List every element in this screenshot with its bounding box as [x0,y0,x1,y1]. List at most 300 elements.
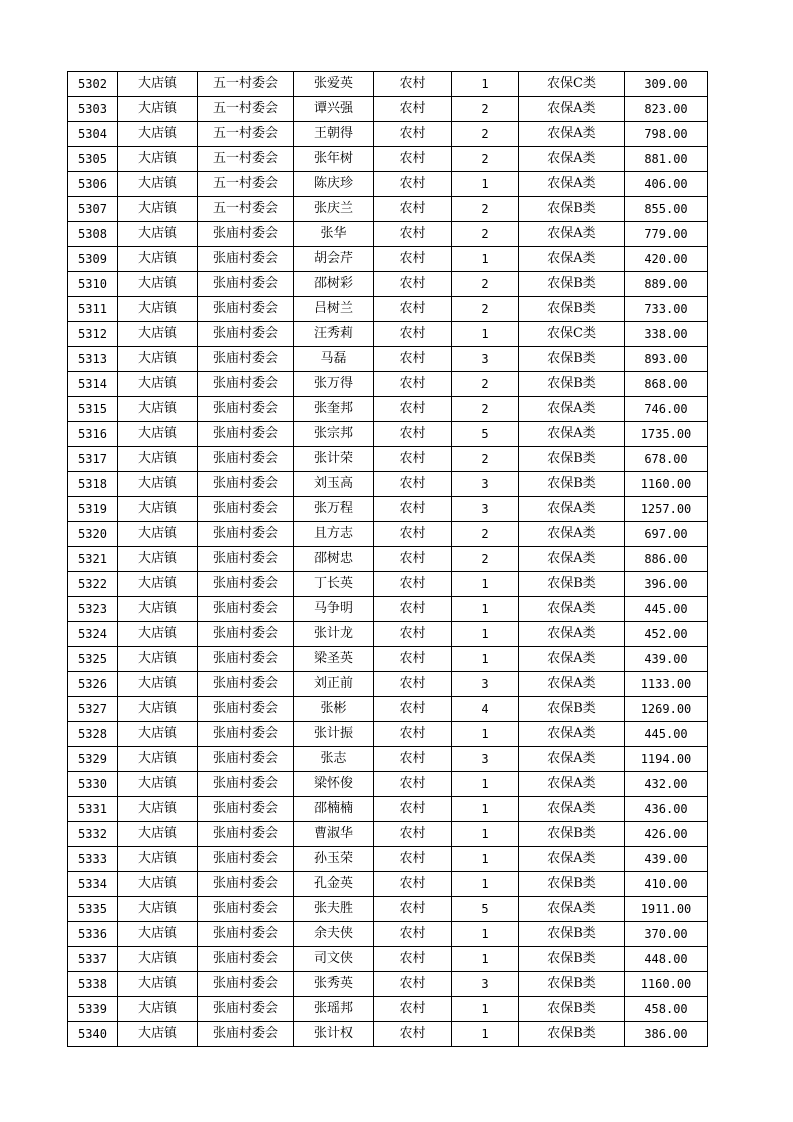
village-committee-cell: 张庙村委会 [198,947,294,972]
town-cell: 大店镇 [118,822,198,847]
name-cell: 张年树 [294,147,374,172]
insurance-category-cell: 农保B类 [519,472,625,497]
area-type-cell: 农村 [374,247,452,272]
insurance-category-cell: 农保B类 [519,822,625,847]
household-count-cell: 1 [452,872,519,897]
household-count-cell: 3 [452,972,519,997]
amount-cell: 1160.00 [625,972,708,997]
data-table [67,71,708,1047]
area-type-cell: 农村 [374,172,452,197]
town-cell: 大店镇 [118,322,198,347]
area-type-cell: 农村 [374,897,452,922]
amount-cell: 445.00 [625,597,708,622]
name-cell: 张奎邦 [294,397,374,422]
village-committee-cell: 五一村委会 [198,97,294,122]
town-cell: 大店镇 [118,522,198,547]
household-count-cell: 2 [452,222,519,247]
name-cell: 张计权 [294,1022,374,1047]
household-count-cell: 1 [452,72,519,97]
area-type-cell: 农村 [374,822,452,847]
name-cell: 孙玉荣 [294,847,374,872]
household-count-cell: 3 [452,472,519,497]
insurance-category-cell: 农保A类 [519,172,625,197]
insurance-category-cell: 农保B类 [519,872,625,897]
village-committee-cell: 五一村委会 [198,122,294,147]
household-count-cell: 2 [452,297,519,322]
village-committee-cell: 张庙村委会 [198,772,294,797]
town-cell: 大店镇 [118,447,198,472]
record-id-cell: 5311 [68,297,118,322]
insurance-category-cell: 农保A类 [519,122,625,147]
insurance-category-cell: 农保A类 [519,547,625,572]
insurance-category-cell: 农保B类 [519,272,625,297]
name-cell: 张彬 [294,697,374,722]
table-row [68,222,708,247]
village-committee-cell: 五一村委会 [198,172,294,197]
record-id-cell: 5312 [68,322,118,347]
household-count-cell: 3 [452,497,519,522]
insurance-category-cell: 农保A类 [519,397,625,422]
village-committee-cell: 张庙村委会 [198,372,294,397]
amount-cell: 697.00 [625,522,708,547]
amount-cell: 439.00 [625,647,708,672]
record-id-cell: 5310 [68,272,118,297]
record-id-cell: 5325 [68,647,118,672]
insurance-category-cell: 农保A类 [519,222,625,247]
town-cell: 大店镇 [118,197,198,222]
record-id-cell: 5313 [68,347,118,372]
insurance-category-cell: 农保A类 [519,522,625,547]
household-count-cell: 2 [452,522,519,547]
village-committee-cell: 张庙村委会 [198,322,294,347]
household-count-cell: 1 [452,922,519,947]
record-id-cell: 5339 [68,997,118,1022]
table-row [68,722,708,747]
record-id-cell: 5320 [68,522,118,547]
amount-cell: 420.00 [625,247,708,272]
area-type-cell: 农村 [374,947,452,972]
area-type-cell: 农村 [374,647,452,672]
town-cell: 大店镇 [118,847,198,872]
name-cell: 张宗邦 [294,422,374,447]
household-count-cell: 3 [452,347,519,372]
village-committee-cell: 五一村委会 [198,147,294,172]
insurance-category-cell: 农保A类 [519,772,625,797]
village-committee-cell: 张庙村委会 [198,272,294,297]
village-committee-cell: 张庙村委会 [198,222,294,247]
household-count-cell: 1 [452,322,519,347]
insurance-category-cell: 农保B类 [519,372,625,397]
town-cell: 大店镇 [118,797,198,822]
amount-cell: 1735.00 [625,422,708,447]
amount-cell: 386.00 [625,1022,708,1047]
amount-cell: 338.00 [625,322,708,347]
insurance-category-cell: 农保A类 [519,247,625,272]
record-id-cell: 5326 [68,672,118,697]
name-cell: 邵树彩 [294,272,374,297]
table-row [68,347,708,372]
household-count-cell: 1 [452,572,519,597]
area-type-cell: 农村 [374,847,452,872]
record-id-cell: 5332 [68,822,118,847]
village-committee-cell: 张庙村委会 [198,797,294,822]
amount-cell: 855.00 [625,197,708,222]
table-row [68,522,708,547]
table-row [68,397,708,422]
area-type-cell: 农村 [374,922,452,947]
name-cell: 张夫胜 [294,897,374,922]
amount-cell: 370.00 [625,922,708,947]
town-cell: 大店镇 [118,172,198,197]
name-cell: 吕树兰 [294,297,374,322]
amount-cell: 1133.00 [625,672,708,697]
amount-cell: 746.00 [625,397,708,422]
area-type-cell: 农村 [374,222,452,247]
record-id-cell: 5307 [68,197,118,222]
record-id-cell: 5324 [68,622,118,647]
area-type-cell: 农村 [374,872,452,897]
town-cell: 大店镇 [118,947,198,972]
amount-cell: 886.00 [625,547,708,572]
amount-cell: 439.00 [625,847,708,872]
insurance-category-cell: 农保B类 [519,297,625,322]
household-count-cell: 2 [452,547,519,572]
name-cell: 张秀英 [294,972,374,997]
amount-cell: 733.00 [625,297,708,322]
table-row [68,572,708,597]
insurance-category-cell: 农保B类 [519,1022,625,1047]
name-cell: 张爱英 [294,72,374,97]
name-cell: 刘玉高 [294,472,374,497]
town-cell: 大店镇 [118,347,198,372]
village-committee-cell: 张庙村委会 [198,997,294,1022]
table-row [68,747,708,772]
record-id-cell: 5316 [68,422,118,447]
household-count-cell: 3 [452,672,519,697]
record-id-cell: 5338 [68,972,118,997]
town-cell: 大店镇 [118,1022,198,1047]
town-cell: 大店镇 [118,722,198,747]
village-committee-cell: 张庙村委会 [198,547,294,572]
area-type-cell: 农村 [374,122,452,147]
table-row [68,72,708,97]
area-type-cell: 农村 [374,797,452,822]
village-committee-cell: 张庙村委会 [198,522,294,547]
village-committee-cell: 张庙村委会 [198,622,294,647]
village-committee-cell: 五一村委会 [198,72,294,97]
area-type-cell: 农村 [374,422,452,447]
insurance-category-cell: 农保A类 [519,497,625,522]
amount-cell: 1269.00 [625,697,708,722]
village-committee-cell: 张庙村委会 [198,447,294,472]
table-row [68,797,708,822]
amount-cell: 436.00 [625,797,708,822]
town-cell: 大店镇 [118,422,198,447]
table-row [68,697,708,722]
village-committee-cell: 张庙村委会 [198,672,294,697]
amount-cell: 678.00 [625,447,708,472]
town-cell: 大店镇 [118,147,198,172]
village-committee-cell: 张庙村委会 [198,497,294,522]
town-cell: 大店镇 [118,297,198,322]
household-count-cell: 2 [452,272,519,297]
village-committee-cell: 张庙村委会 [198,472,294,497]
village-committee-cell: 张庙村委会 [198,872,294,897]
village-committee-cell: 张庙村委会 [198,897,294,922]
village-committee-cell: 张庙村委会 [198,1022,294,1047]
area-type-cell: 农村 [374,547,452,572]
town-cell: 大店镇 [118,922,198,947]
town-cell: 大店镇 [118,222,198,247]
village-committee-cell: 张庙村委会 [198,597,294,622]
record-id-cell: 5340 [68,1022,118,1047]
name-cell: 张万程 [294,497,374,522]
name-cell: 张瑶邦 [294,997,374,1022]
household-count-cell: 2 [452,122,519,147]
table-row [68,897,708,922]
village-committee-cell: 张庙村委会 [198,972,294,997]
area-type-cell: 农村 [374,522,452,547]
amount-cell: 779.00 [625,222,708,247]
area-type-cell: 农村 [374,747,452,772]
town-cell: 大店镇 [118,472,198,497]
insurance-category-cell: 农保A类 [519,422,625,447]
name-cell: 张华 [294,222,374,247]
household-count-cell: 5 [452,422,519,447]
area-type-cell: 农村 [374,497,452,522]
table-row [68,497,708,522]
amount-cell: 426.00 [625,822,708,847]
name-cell: 张计龙 [294,622,374,647]
record-id-cell: 5303 [68,97,118,122]
record-id-cell: 5323 [68,597,118,622]
insurance-category-cell: 农保A类 [519,597,625,622]
household-count-cell: 1 [452,847,519,872]
insurance-category-cell: 农保B类 [519,947,625,972]
table-row [68,997,708,1022]
insurance-category-cell: 农保A类 [519,722,625,747]
table-row [68,322,708,347]
village-committee-cell: 张庙村委会 [198,847,294,872]
insurance-category-cell: 农保A类 [519,897,625,922]
amount-cell: 406.00 [625,172,708,197]
town-cell: 大店镇 [118,872,198,897]
village-committee-cell: 张庙村委会 [198,347,294,372]
name-cell: 张万得 [294,372,374,397]
record-id-cell: 5302 [68,72,118,97]
table-row [68,672,708,697]
name-cell: 汪秀莉 [294,322,374,347]
household-count-cell: 1 [452,597,519,622]
household-count-cell: 1 [452,997,519,1022]
record-id-cell: 5315 [68,397,118,422]
amount-cell: 1194.00 [625,747,708,772]
village-committee-cell: 张庙村委会 [198,697,294,722]
record-id-cell: 5328 [68,722,118,747]
amount-cell: 1160.00 [625,472,708,497]
record-id-cell: 5306 [68,172,118,197]
name-cell: 马争明 [294,597,374,622]
town-cell: 大店镇 [118,547,198,572]
household-count-cell: 2 [452,97,519,122]
town-cell: 大店镇 [118,247,198,272]
amount-cell: 823.00 [625,97,708,122]
record-id-cell: 5329 [68,747,118,772]
record-id-cell: 5309 [68,247,118,272]
amount-cell: 893.00 [625,347,708,372]
insurance-category-cell: 农保C类 [519,322,625,347]
table-row [68,1022,708,1047]
amount-cell: 410.00 [625,872,708,897]
insurance-category-cell: 农保A类 [519,97,625,122]
town-cell: 大店镇 [118,122,198,147]
household-count-cell: 2 [452,397,519,422]
household-count-cell: 3 [452,747,519,772]
name-cell: 余夫侠 [294,922,374,947]
town-cell: 大店镇 [118,372,198,397]
amount-cell: 1257.00 [625,497,708,522]
amount-cell: 432.00 [625,772,708,797]
household-count-cell: 1 [452,822,519,847]
insurance-category-cell: 农保A类 [519,147,625,172]
town-cell: 大店镇 [118,597,198,622]
amount-cell: 445.00 [625,722,708,747]
area-type-cell: 农村 [374,147,452,172]
insurance-category-cell: 农保C类 [519,72,625,97]
record-id-cell: 5331 [68,797,118,822]
insurance-category-cell: 农保A类 [519,747,625,772]
record-id-cell: 5330 [68,772,118,797]
village-committee-cell: 张庙村委会 [198,647,294,672]
name-cell: 胡会芹 [294,247,374,272]
household-count-cell: 2 [452,372,519,397]
table-body [68,72,708,1047]
town-cell: 大店镇 [118,972,198,997]
insurance-category-cell: 农保B类 [519,347,625,372]
town-cell: 大店镇 [118,72,198,97]
village-committee-cell: 张庙村委会 [198,397,294,422]
table-row [68,922,708,947]
area-type-cell: 农村 [374,672,452,697]
table-row [68,197,708,222]
town-cell: 大店镇 [118,647,198,672]
name-cell: 刘正前 [294,672,374,697]
table-row [68,647,708,672]
amount-cell: 458.00 [625,997,708,1022]
amount-cell: 881.00 [625,147,708,172]
area-type-cell: 农村 [374,347,452,372]
table-row [68,947,708,972]
table-row [68,372,708,397]
area-type-cell: 农村 [374,72,452,97]
record-id-cell: 5319 [68,497,118,522]
name-cell: 曹淑华 [294,822,374,847]
village-committee-cell: 张庙村委会 [198,297,294,322]
town-cell: 大店镇 [118,572,198,597]
town-cell: 大店镇 [118,497,198,522]
area-type-cell: 农村 [374,972,452,997]
area-type-cell: 农村 [374,322,452,347]
table-row [68,622,708,647]
household-count-cell: 5 [452,897,519,922]
table-row [68,172,708,197]
village-committee-cell: 张庙村委会 [198,247,294,272]
insurance-category-cell: 农保A类 [519,647,625,672]
household-count-cell: 1 [452,722,519,747]
table-row [68,847,708,872]
area-type-cell: 农村 [374,272,452,297]
table-row [68,597,708,622]
table-row [68,297,708,322]
area-type-cell: 农村 [374,297,452,322]
insurance-category-cell: 农保B类 [519,922,625,947]
record-id-cell: 5337 [68,947,118,972]
household-count-cell: 1 [452,622,519,647]
insurance-category-cell: 农保B类 [519,697,625,722]
name-cell: 陈庆珍 [294,172,374,197]
insurance-category-cell: 农保B类 [519,997,625,1022]
record-id-cell: 5327 [68,697,118,722]
name-cell: 张志 [294,747,374,772]
record-id-cell: 5317 [68,447,118,472]
town-cell: 大店镇 [118,772,198,797]
village-committee-cell: 五一村委会 [198,197,294,222]
town-cell: 大店镇 [118,622,198,647]
record-id-cell: 5334 [68,872,118,897]
name-cell: 且方志 [294,522,374,547]
insurance-category-cell: 农保A类 [519,797,625,822]
area-type-cell: 农村 [374,722,452,747]
amount-cell: 452.00 [625,622,708,647]
town-cell: 大店镇 [118,697,198,722]
table-row [68,472,708,497]
table-row [68,422,708,447]
insurance-category-cell: 农保A类 [519,672,625,697]
area-type-cell: 农村 [374,572,452,597]
record-id-cell: 5318 [68,472,118,497]
village-committee-cell: 张庙村委会 [198,422,294,447]
amount-cell: 868.00 [625,372,708,397]
village-committee-cell: 张庙村委会 [198,722,294,747]
amount-cell: 396.00 [625,572,708,597]
name-cell: 梁怀俊 [294,772,374,797]
household-count-cell: 2 [452,447,519,472]
area-type-cell: 农村 [374,397,452,422]
record-id-cell: 5305 [68,147,118,172]
area-type-cell: 农村 [374,447,452,472]
household-count-cell: 1 [452,247,519,272]
table-row [68,772,708,797]
table-row [68,122,708,147]
household-count-cell: 2 [452,147,519,172]
table-row [68,272,708,297]
name-cell: 邵楠楠 [294,797,374,822]
amount-cell: 448.00 [625,947,708,972]
name-cell: 孔金英 [294,872,374,897]
record-id-cell: 5321 [68,547,118,572]
village-committee-cell: 张庙村委会 [198,572,294,597]
table-row [68,247,708,272]
area-type-cell: 农村 [374,197,452,222]
insurance-category-cell: 农保A类 [519,847,625,872]
village-committee-cell: 张庙村委会 [198,747,294,772]
household-count-cell: 4 [452,697,519,722]
area-type-cell: 农村 [374,772,452,797]
name-cell: 张计荣 [294,447,374,472]
amount-cell: 1911.00 [625,897,708,922]
name-cell: 司文侠 [294,947,374,972]
name-cell: 张计振 [294,722,374,747]
